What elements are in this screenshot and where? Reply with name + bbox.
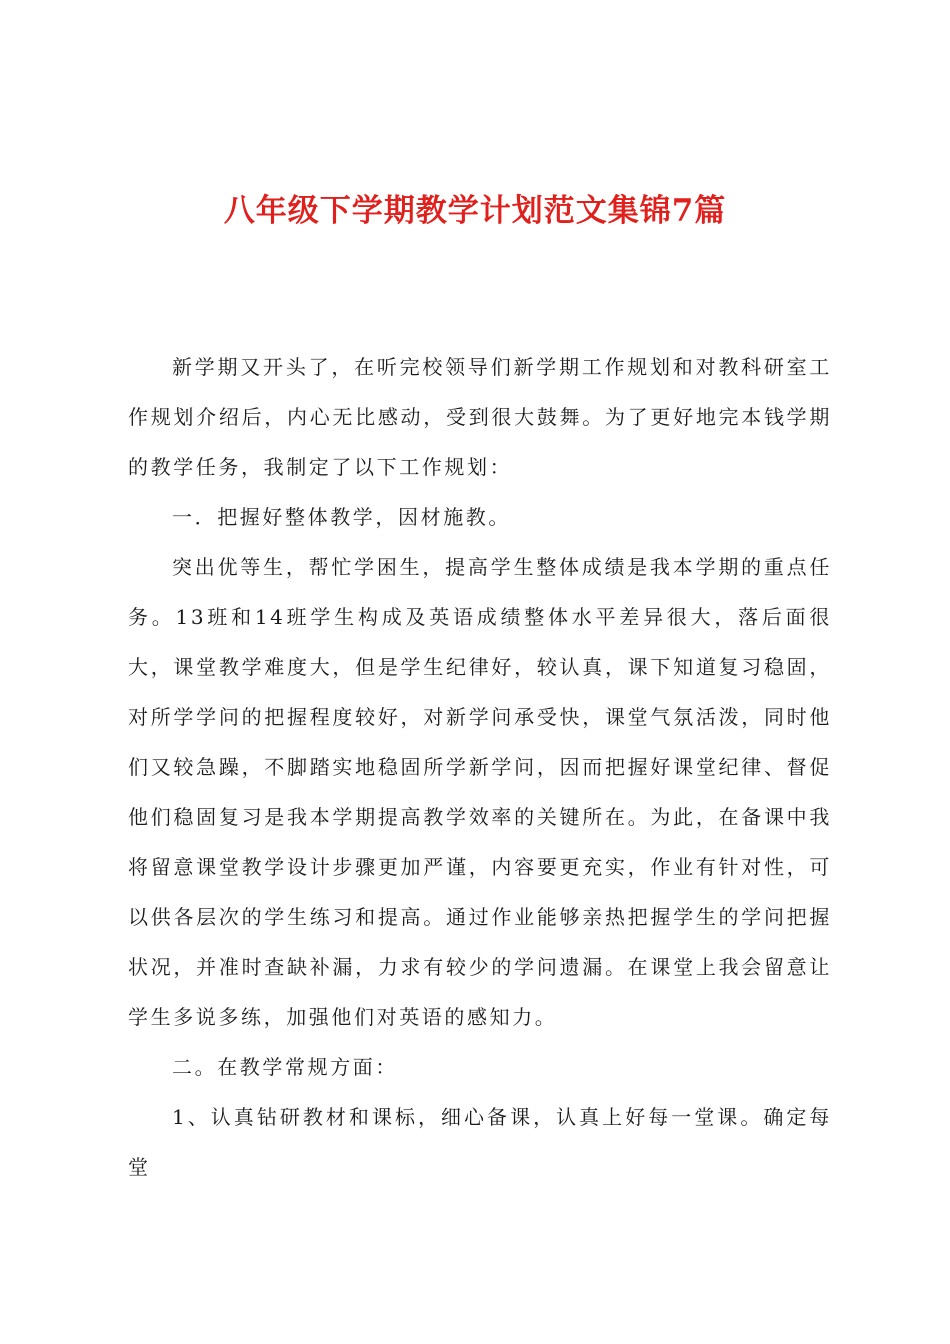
document-title: 八年级下学期教学计划范文集锦7篇 (223, 193, 727, 229)
paragraph-item-1: 1、认真钻研教材和课标，细心备课，认真上好每一堂课。确定每堂 (128, 1105, 832, 1179)
paragraph-heading-2: 二。在教学常规方面： (172, 1055, 398, 1079)
paragraph-section-1-body: 突出优等生，帮忙学困生，提高学生整体成绩是我本学期的重点任务。13班和14班学生构成及英语成绩整体水平差异很大，落后面很大，课堂教学难度大，但是学生纪律好，较认真，课下知道复习稳固，对所学学问的把握程度较好，对新学问承受快，课堂气氛活泼，同时他们又较急躁，不脚踏实地稳固所学新学问，因而把握好课堂纪律、督促他们稳固复习是我本学期提高教学效率的关键所在。为此，在备课中我将留意课堂教学设计步骤更加严谨，内容要更充实，作业有针对性，可以供各层次的学生练习和提高。通过作业能够亲热把握学生的学问把握状况，并准时查缺补漏，力求有较少的学问遗漏。在课堂上我会留意让学生多说多练，加强他们对英语的感知力。 (128, 555, 832, 1029)
document-body (128, 342, 832, 1192)
paragraph-intro: 新学期又开头了，在听完校领导们新学期工作规划和对教科研室工作规划介绍后，内心无比感动，受到很大鼓舞。为了更好地完本钱学期的教学任务，我制定了以下工作规划： (128, 355, 832, 479)
paragraph-heading-1: 一．把握好整体教学，因材施教。 (172, 505, 511, 529)
